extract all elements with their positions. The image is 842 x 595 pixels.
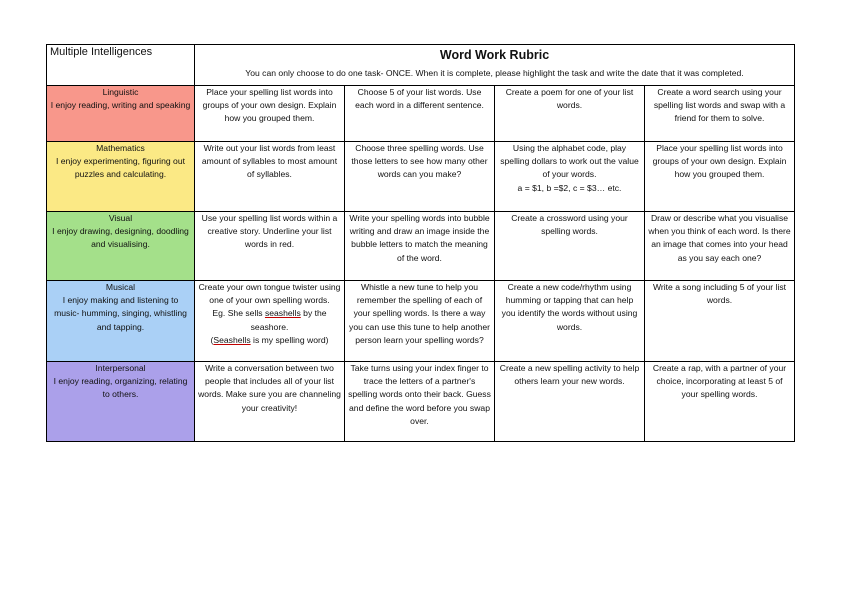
task-cell: Place your spelling list words into groups of your own design. Explain how you grouped them. (645, 141, 795, 211)
task-cell: Create a word search using your spelling list words and swap with a friend for them to solve. (645, 85, 795, 141)
task-cell: Create a new code/rhythm using humming or tapping that can help you identify the words without using words. (495, 280, 645, 361)
intelligence-name: Visual (108, 212, 133, 223)
task-cell: Write your spelling words into bubble writing and draw an image inside the bubble letters to match the meaning of the word. (345, 211, 495, 280)
task-cell: Choose three spelling words. Use those letters to see how many other words can you make? (345, 141, 495, 211)
example-prefix: Eg. She sells (212, 308, 265, 319)
task-cell (495, 141, 645, 211)
task-cell (195, 280, 345, 361)
task-cell: Write a conversation between two people that includes all of your list words. Make sure you are channeling your creativity! (195, 361, 345, 441)
word-work-rubric-table (46, 44, 795, 442)
multiple-intelligences-heading: Multiple Intelligences (47, 45, 195, 86)
rubric-row-visual (47, 211, 795, 280)
task-cell: Write a song including 5 of your list words. (645, 280, 795, 361)
task-cell: Create a crossword using your spelling words. (495, 211, 645, 280)
intelligence-description: I enjoy making and listening to music- humming, singing, whistling and tapping. (54, 294, 187, 332)
example-note (198, 334, 341, 347)
intelligence-description: I enjoy reading, organizing, relating to others. (53, 375, 188, 400)
rubric-row-musical (47, 280, 795, 361)
task-cell: Choose 5 of your list words. Use each word in a different sentence. (345, 85, 495, 141)
note-underlined-word: Seashells (213, 335, 251, 346)
task-cell: Whistle a new tune to help you remember the spelling of each of your spelling words. Is there a way you can use this tune to help another person learn your spelling words? (345, 280, 495, 361)
task-text: Using the alphabet code, play spelling dollars to work out the value of your words. (500, 142, 639, 180)
intelligence-cell-visual (47, 211, 195, 280)
task-cell: Take turns using your index finger to trace the letters of a partner's spelling words onto their back. Guess and define the word before you swap over. (345, 361, 495, 441)
intelligence-name: Mathematics (96, 142, 145, 153)
intelligence-cell-linguistic (47, 85, 195, 141)
rubric-row-linguistic (47, 85, 795, 141)
task-cell: Create a new spelling activity to help others learn your new words. (495, 361, 645, 441)
example-underlined-word: seashells (264, 308, 301, 319)
task-cell: Create a poem for one of your list words. (495, 85, 645, 141)
task-cell: Use your spelling list words within a creative story. Underline your list words in red. (195, 211, 345, 280)
intelligence-cell-interpersonal (47, 361, 195, 441)
intelligence-name: Interpersonal (95, 362, 146, 373)
intelligence-description: I enjoy drawing, designing, doodling and visualising. (52, 225, 189, 250)
task-cell: Place your spelling list words into groups of your own design. Explain how you grouped them. (195, 85, 345, 141)
task-cell: Write out your list words from least amount of syllables to most amount of syllables. (195, 141, 345, 211)
intelligence-cell-mathematics (47, 141, 195, 211)
rubric-title: Word Work Rubric (195, 45, 795, 66)
intelligence-name: Musical (105, 281, 136, 292)
note-rest: is my spelling word) (250, 335, 329, 346)
note-open-paren: ( (210, 335, 214, 346)
tongue-twister-example (198, 307, 341, 334)
task-cell: Create a rap, with a partner of your choice, incorporating at least 5 of your spelling words. (645, 361, 795, 441)
intelligence-cell-musical (47, 280, 195, 361)
alphabet-code-values: a = $1, b =$2, c = $3… etc. (517, 182, 622, 193)
header-row (47, 45, 795, 66)
rubric-row-mathematics (47, 141, 795, 211)
example-suffix: by the seashore. (250, 308, 327, 332)
rubric-row-interpersonal (47, 361, 795, 441)
intelligence-description: I enjoy reading, writing and speaking (50, 99, 191, 110)
intelligence-description: I enjoy experimenting, figuring out puzzles and calculating. (56, 155, 185, 180)
task-text: Create your own tongue twister using one of your own spelling words. (198, 281, 341, 305)
rubric-instructions: You can only choose to do one task- ONCE. When it is complete, please highlight the task and write the date that it was completed. (195, 65, 795, 85)
intelligence-name: Linguistic (102, 86, 139, 97)
task-cell: Draw or describe what you visualise when you think of each word. Is there an image that comes into your head as you say each one? (645, 211, 795, 280)
